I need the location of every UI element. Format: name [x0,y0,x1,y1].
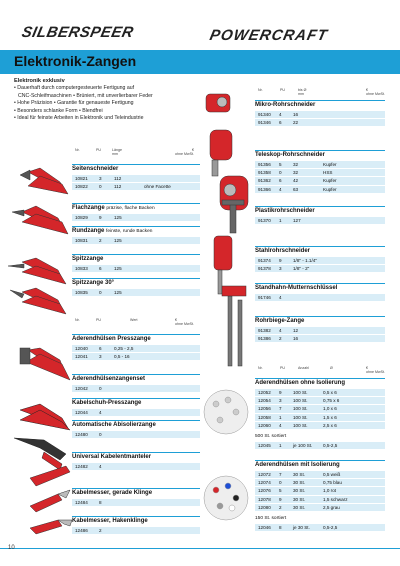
table-cell: 2 [99,528,102,533]
table-cell: 3 [99,176,102,181]
table-cell: 12076 [258,488,271,494]
table-row [72,527,200,534]
table-cell: 1,0 rot [323,488,337,494]
table-cell: 2 [99,238,102,243]
right_sections-section [255,206,385,224]
section-title: Aderendhülsen ohne Isolierung [255,380,346,386]
table-cell: 125 [114,266,122,271]
left_sections-section [72,488,200,506]
telescopic-tube-cutter-image [210,130,248,210]
section-title: Aderendhülsenzangenset [72,376,146,382]
table-cell: 0,5-2,5 [323,524,338,530]
table-cell: 9 [279,496,282,502]
table-row [255,265,385,272]
section-title: Stahlrohrschneider [255,248,311,254]
table-cell: 12056 [258,406,271,412]
table-cell: 12058 [258,414,271,420]
table-cell: 100 St. [293,390,308,395]
table-cell: 91370 [258,218,271,223]
steel-pipe-cutter-image [214,236,232,294]
left_sections-section [72,374,200,392]
section-title: Aderendhülsen Presszange [72,336,151,342]
right_sections-section [255,283,385,301]
table-cell: 12044 [75,410,88,415]
table-cell: 12040 [75,346,88,351]
left_sections-section [72,398,200,416]
table-cell: 91378 [258,266,271,272]
cable-knife-image [30,490,70,512]
table-cell: je 30 St. [293,524,310,530]
left_sections-section [72,452,200,470]
table-cell: 4 [279,328,282,333]
table-cell: 12 [293,328,299,333]
table-cell: 6 [99,346,102,351]
table-cell: 42 [293,178,299,184]
table-cell: 91362 [258,178,271,184]
table-cell: 16 [293,112,299,117]
table-cell: 125 [114,238,122,243]
table-row [255,496,385,503]
table-cell: 127 [293,218,301,223]
section-subtitle: feinste, runde Backen [106,229,153,234]
right_sections2-section [255,378,385,449]
side-cutter-image [20,168,68,194]
left_sections-section [72,254,200,272]
table-row [72,463,200,470]
table-cell: 0,5 - 16 [114,354,130,360]
header-d: bis Ø mm [298,88,307,97]
table-cell: ohne Facette [144,184,171,190]
cable-lug-plier-image [20,404,70,430]
table-cell: 1,5 x 6 [323,414,337,420]
table-cell: 5 [279,488,282,494]
table-row [255,479,385,486]
section-title: Kabelschuh-Presszange [72,400,142,406]
table-cell: 10821 [75,176,88,181]
table-cell: 12052 [258,390,271,395]
table-cell: 8 [99,500,102,505]
section-title: Seitenschneider [72,166,119,172]
table-cell: Kupfer [323,162,337,167]
table-row [255,389,385,396]
header-laenge: Länge mm [112,148,122,157]
table-cell: 1 [279,414,282,420]
table-cell: 9 [99,215,102,220]
basin-wrench-image [222,286,246,366]
table-cell: 8 [279,524,282,530]
right_sections-section [255,150,385,193]
table-row [72,289,200,296]
page-number: 10 [8,545,15,551]
page-title: Elektronik-Zangen [14,53,137,69]
flat-nose-plier-image [12,206,68,234]
table-cell: 91374 [258,258,271,263]
sort-label: 500 St. sortiert [255,433,287,439]
table-cell: 1/8" - 2" [293,266,310,272]
header-pu: PU [96,148,101,152]
table-row [255,471,385,478]
table-row [72,265,200,272]
table-cell: 12074 [258,480,271,486]
table-cell: 0,5 weiß [323,472,341,477]
section-title: Kabelmesser, Hakenklinge [72,518,148,524]
table-cell: 0 [99,184,102,190]
table-row [255,161,385,168]
left_sections-section [72,334,200,360]
table-cell: 100 St. [293,406,308,412]
right_sections-section [255,316,385,342]
section-title: Teleskop-Rohrschneider [255,152,325,158]
table-cell: 4 [279,422,282,428]
table-cell: 10822 [75,184,88,190]
table-row [255,327,385,334]
intro-line: • Ideal für feinste Arbeiten in Elektronik und Teleindustrie [14,115,144,122]
plastic-pipe-cutter-image [222,200,244,233]
table-cell: 32 [293,162,299,167]
left_sections-section [72,420,200,438]
table-row [255,422,385,429]
table-cell: 1 [279,442,282,448]
right-table-header-2 [258,366,388,376]
table-cell: 1,5 schwarz [323,496,348,502]
table-row [72,353,200,360]
table-cell: 1 [279,218,282,223]
section-title: Plastikrohrschneider [255,208,315,214]
table-cell: 0,75 blau [323,480,342,486]
table-cell: 2,5 grau [323,504,340,510]
table-cell: 2 [279,504,282,510]
left_sections-section [72,226,200,244]
section-title: Automatische Abisolierzange [72,422,156,428]
header-pu: PU [280,88,285,92]
table-cell: 91382 [258,328,271,333]
table-cell: 4 [99,464,102,469]
table-cell: 91366 [258,186,271,192]
ferrule-box-image [204,390,248,434]
table-cell: 12484 [75,500,88,505]
table-row [255,335,385,342]
sort-label: 150 St. sortiert [255,515,287,521]
table-row [255,405,385,412]
table-cell: HSS [323,170,333,176]
table-cell: 10833 [75,266,88,271]
table-cell: Kupfer [323,186,337,192]
table-cell: 12054 [258,398,271,404]
section-title: Universal Kabelentmanteler [72,454,152,460]
header-nr: Nr. [75,318,80,322]
right-table-header [258,88,388,98]
table-cell: 4 [279,295,282,300]
header-preis: € ohne MwSt. [366,88,385,97]
table-cell: 12480 [75,432,88,437]
table-cell: 12060 [258,422,271,428]
table-cell: 10829 [75,215,88,220]
table-cell: 112 [114,176,122,181]
table-row [255,111,385,118]
right_sections-section [255,246,385,272]
table-row [72,431,200,438]
table-cell: 0 [99,290,102,295]
table-row [255,487,385,494]
table-row [255,257,385,264]
table-cell: 30 St. [293,504,306,510]
crimping-plier-image [20,348,70,380]
table-cell: 6 [99,266,102,271]
section-title: Rundzange feinste, runde Backen [72,228,153,234]
table-cell: 9 [279,390,282,395]
left-table-header-2 [75,318,200,328]
table-row [72,175,200,182]
table-row [72,183,200,190]
footer-line [0,548,400,549]
table-cell: 0,75 x 6 [323,398,340,404]
table-cell: 4 [279,112,282,117]
header-nr: Nr. [258,88,263,92]
table-cell: 7 [279,406,282,412]
table-cell: 91386 [258,336,271,342]
header-wert: Wert [130,318,138,322]
table-row [72,499,200,506]
table-cell: 125 [114,215,122,220]
table-cell: 3 [99,354,102,360]
table-cell: 16 [293,336,299,342]
header-pu: PU [280,366,285,370]
intro-heading: Elektronik exklusiv [14,78,65,84]
table-cell: 30 St. [293,488,306,494]
section-title: Flachzange präzise, flache Backen [72,205,155,211]
table-cell: 91356 [258,162,271,167]
table-cell: 0,5-2,5 [323,442,338,448]
table-cell: 0 [99,432,102,437]
table-cell: 10835 [75,290,88,295]
left_sections-section [72,516,200,534]
table-cell: 5 [279,162,282,167]
header-nr: Nr. [75,148,80,152]
table-cell: 100 St. [293,422,308,428]
table-cell: 12482 [75,464,88,469]
table-cell: je 100 St. [293,442,313,448]
table-cell: 12046 [258,524,271,530]
header-pu: PU [96,318,101,322]
left-table-header [75,148,200,158]
table-cell: 7 [279,472,282,477]
table-row [255,294,385,301]
intro-line: CNC-Schleifmaschinen • Brüniert, mit unverlierbarer Feder [18,92,153,99]
table-cell: 0 [99,386,102,391]
table-row [255,177,385,184]
table-cell: 1,0 x 6 [323,406,337,412]
brand-logo-silberspeer: SILBERSPEER [20,24,136,41]
table-cell: 30 St. [293,480,306,486]
table-cell: 12045 [258,442,271,448]
table-cell: 100 St. [293,398,308,404]
table-cell: 100 St. [293,414,308,420]
right_sections2-section [255,460,385,531]
table-cell: 30 St. [293,496,306,502]
table-cell: 91746 [258,295,271,300]
table-row [72,237,200,244]
table-cell: 4 [99,410,102,415]
table-cell: 112 [114,184,122,190]
table-row [72,214,200,221]
table-cell: 6 [279,178,282,184]
table-row [255,169,385,176]
table-cell: 2,5 x 6 [323,422,337,428]
left_sections-section [72,203,200,221]
section-subtitle: präzise, flache Backen [106,206,155,211]
table-row [255,397,385,404]
cable-stripper-image [30,466,70,486]
table-row [255,186,385,193]
table-cell: 6 [279,120,282,126]
section-title: Mikro-Rohrschneider [255,102,316,108]
table-cell: 22 [293,120,299,126]
table-cell: 125 [114,290,122,295]
section-title: Kabelmesser, gerade Klinge [72,490,153,496]
table-row [255,414,385,421]
section-title: Spitzzange 30° [72,280,115,286]
table-cell: 32 [293,170,299,176]
table-cell: 4 [279,186,282,192]
table-cell: 1/8" - 1.1/4" [293,258,317,263]
table-cell: 12080 [258,504,271,510]
table-cell: 12486 [75,528,88,533]
wire-stripper-image [14,438,66,470]
table-cell: 91340 [258,112,271,117]
section-title: Aderendhülsen mit Isolierung [255,462,340,468]
section-title: Rohrbiege-Zange [255,318,305,324]
section-title: Spitzzange [72,256,104,262]
table-cell: 12041 [75,354,88,360]
table-cell: 63 [293,186,299,192]
table-cell: 12042 [75,386,88,391]
left_sections-section [72,278,200,296]
needle-nose-30-plier-image [10,288,66,314]
insulated-ferrule-box-image [204,476,248,520]
table-cell: 12078 [258,496,271,502]
header-nr: Nr. [258,366,263,370]
table-cell: Kupfer [323,178,337,184]
table-row [255,119,385,126]
table-cell: 0 [279,170,282,176]
header-preis: € ohne MwSt. [366,366,385,375]
section-title: Standhahn-Mutternschlüssel [255,285,338,291]
table-cell: 12072 [258,472,271,477]
table-cell: 0,5 x 6 [323,390,337,395]
table-row [255,504,385,511]
table-cell: 9 [279,258,282,263]
header-anzahl: Anzahl [298,366,309,370]
table-row [255,217,385,224]
table-cell: 91346 [258,120,271,126]
brand-logo-powercraft: POWERCRAFT [208,27,330,44]
table-cell: 91358 [258,170,271,176]
intro-line: • Dauerhaft durch computergesteuerte Fertigung auf [14,85,135,92]
table-row [72,409,200,416]
table-row [72,385,200,392]
table-cell: 0 [279,480,282,486]
header-d: Ø [330,366,333,370]
table-cell: 10831 [75,238,88,243]
needle-nose-plier-image [8,258,66,284]
table-row [255,524,385,531]
table-cell: 30 St. [293,472,306,477]
header-preis: € ohne MwSt. [175,318,194,327]
table-cell: 2 [279,336,282,342]
table-cell: 0,25 - 2,5 [114,346,134,351]
header-preis: € ohne MwSt. [175,148,194,157]
table-cell: 3 [279,398,282,404]
cable-knife-hook-image [30,520,72,534]
table-row [255,442,385,449]
intro-block [14,78,224,122]
table-row [72,345,200,352]
intro-line: • Besonders schlanke Form • Blendfrei [14,107,103,114]
left_sections-section [72,164,200,190]
right_sections-section [255,100,385,126]
table-cell: 3 [279,266,282,272]
intro-line: • Hohe Präzision • Garantie für genaueste Fertigung [14,100,134,107]
